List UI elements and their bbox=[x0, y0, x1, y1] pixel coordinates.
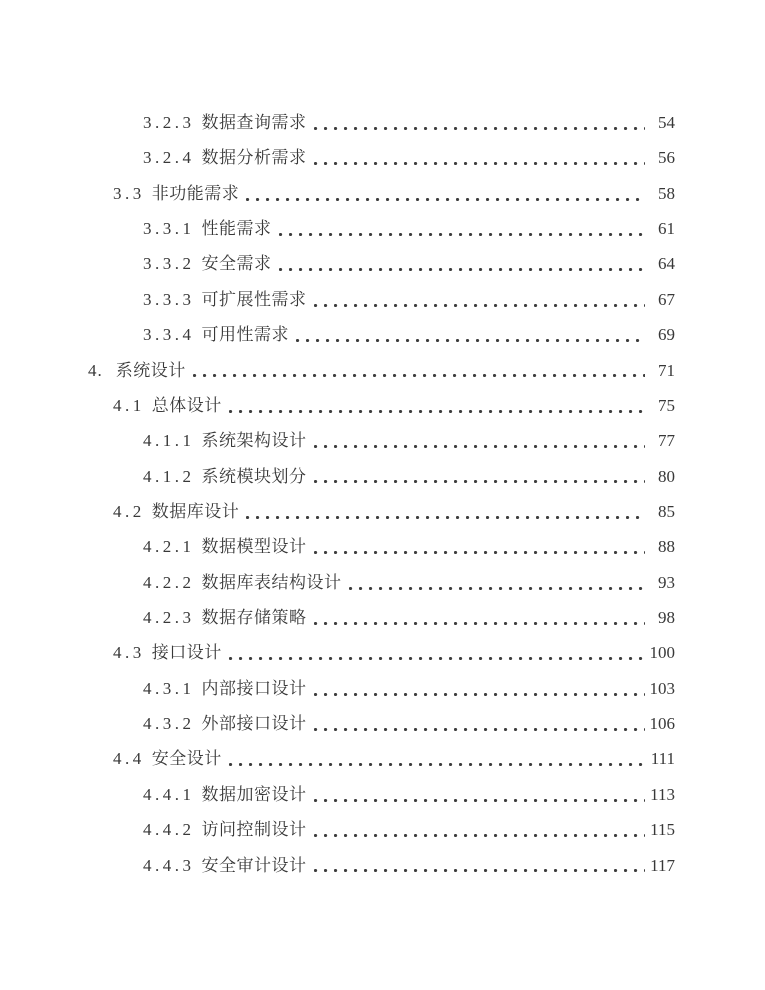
toc-entry-number: 4.2 bbox=[113, 501, 145, 521]
toc-entry-number: 3.3.4 bbox=[143, 325, 195, 345]
toc-entry[interactable] bbox=[88, 671, 675, 706]
toc-entry-title: 数据查询需求 bbox=[201, 113, 307, 132]
toc-entry-title: 安全需求 bbox=[201, 254, 272, 274]
toc-entry-number: 4.3.1 bbox=[143, 678, 195, 698]
toc-entry-number: 4.2.2 bbox=[143, 572, 195, 592]
toc-entry-title: 性能需求 bbox=[201, 219, 272, 239]
toc-entry[interactable] bbox=[88, 140, 675, 175]
toc-entry-page: 80 bbox=[658, 466, 675, 486]
toc-entry-title: 安全审计设计 bbox=[201, 855, 307, 875]
toc-entry-page: 75 bbox=[658, 395, 675, 415]
toc-entry-page: 115 bbox=[650, 820, 675, 840]
dot-leader bbox=[314, 459, 646, 494]
toc-entry-number: 3.2.3 bbox=[143, 113, 195, 132]
toc-entry[interactable] bbox=[88, 848, 675, 883]
toc-entry-page: 88 bbox=[658, 537, 675, 557]
toc-entry-page: 54 bbox=[658, 113, 675, 132]
toc-entry-title: 接口设计 bbox=[151, 643, 222, 663]
toc-entry-page: 103 bbox=[649, 678, 675, 698]
dot-leader bbox=[296, 317, 645, 352]
toc-entry-number: 4.1.2 bbox=[143, 466, 195, 486]
toc-entry[interactable] bbox=[88, 353, 675, 388]
toc-entry-title: 内部接口设计 bbox=[201, 678, 307, 698]
toc-entry-number: 3.3.1 bbox=[143, 219, 195, 239]
toc-entry-title: 系统模块划分 bbox=[201, 466, 307, 486]
toc-entry[interactable] bbox=[88, 600, 675, 635]
toc-entry-title: 非功能需求 bbox=[151, 183, 240, 203]
toc-entry-page: 106 bbox=[649, 714, 675, 734]
dot-leader bbox=[229, 635, 645, 670]
toc-entry[interactable] bbox=[88, 105, 675, 140]
toc-entry-number: 4.2.3 bbox=[143, 608, 195, 628]
toc-entry-page: 85 bbox=[658, 501, 675, 521]
toc-entry-number: 4.4.2 bbox=[143, 820, 195, 840]
dot-leader bbox=[314, 423, 646, 458]
toc-entry-page: 64 bbox=[658, 254, 675, 274]
dot-leader bbox=[314, 812, 646, 847]
toc-entry-page: 71 bbox=[658, 360, 675, 380]
toc-entry-number: 4.1 bbox=[113, 395, 145, 415]
toc-entry-number: 4.4 bbox=[113, 749, 145, 769]
toc-entry-number: 3.2.4 bbox=[143, 148, 195, 168]
toc-entry[interactable] bbox=[88, 176, 675, 211]
dot-leader bbox=[246, 494, 645, 529]
toc-entry[interactable] bbox=[88, 529, 675, 564]
toc-entry-page: 61 bbox=[658, 219, 675, 239]
toc-entry-number: 4.2.1 bbox=[143, 537, 195, 557]
toc-entry-title: 可扩展性需求 bbox=[201, 289, 307, 309]
dot-leader bbox=[314, 140, 646, 175]
dot-leader bbox=[314, 105, 646, 140]
dot-leader bbox=[314, 529, 646, 564]
toc-entry-number: 4.1.1 bbox=[143, 431, 195, 451]
toc-entry-number: 3.3.3 bbox=[143, 289, 195, 309]
toc-entry[interactable] bbox=[88, 282, 675, 317]
toc-entry[interactable] bbox=[88, 812, 675, 847]
dot-leader bbox=[229, 388, 645, 423]
dot-leader bbox=[193, 353, 645, 388]
toc-list bbox=[88, 105, 675, 883]
dot-leader bbox=[314, 282, 646, 317]
dot-leader bbox=[314, 777, 646, 812]
toc-entry[interactable] bbox=[88, 459, 675, 494]
toc-entry[interactable] bbox=[88, 706, 675, 741]
toc-entry-number: 4.3 bbox=[113, 643, 145, 663]
toc-entry[interactable] bbox=[88, 565, 675, 600]
toc-entry-page: 98 bbox=[658, 608, 675, 628]
toc-entry-page: 111 bbox=[650, 749, 675, 769]
dot-leader bbox=[229, 741, 645, 776]
toc-entry-title: 访问控制设计 bbox=[201, 820, 307, 840]
toc-entry-page: 77 bbox=[658, 431, 675, 451]
toc-entry-page: 100 bbox=[649, 643, 675, 663]
toc-entry-title: 系统设计 bbox=[115, 360, 186, 380]
toc-entry-page: 69 bbox=[658, 325, 675, 345]
dot-leader bbox=[314, 848, 646, 883]
toc-entry-number: 4. bbox=[88, 360, 103, 380]
toc-entry[interactable] bbox=[88, 777, 675, 812]
toc-entry-title: 数据库设计 bbox=[151, 501, 240, 521]
toc-entry-number: 3.3.2 bbox=[143, 254, 195, 274]
toc-entry-title: 系统架构设计 bbox=[201, 431, 307, 451]
toc-entry-title: 可用性需求 bbox=[201, 325, 289, 345]
toc-entry[interactable] bbox=[88, 317, 675, 352]
toc-entry-title: 安全设计 bbox=[151, 749, 222, 769]
toc-entry-title: 数据存储策略 bbox=[201, 608, 307, 628]
toc-entry[interactable] bbox=[88, 635, 675, 670]
toc-entry-number: 3.3 bbox=[113, 183, 145, 203]
toc-entry-page: 93 bbox=[658, 572, 675, 592]
toc-entry-page: 117 bbox=[650, 855, 675, 875]
toc-entry-page: 113 bbox=[650, 784, 675, 804]
toc-entry-title: 总体设计 bbox=[151, 395, 222, 415]
toc-entry[interactable] bbox=[88, 246, 675, 281]
dot-leader bbox=[314, 706, 646, 741]
toc-entry-number: 4.3.2 bbox=[143, 714, 195, 734]
dot-leader bbox=[279, 211, 646, 246]
dot-leader bbox=[246, 176, 645, 211]
dot-leader bbox=[314, 600, 646, 635]
dot-leader bbox=[314, 671, 646, 706]
toc-entry-page: 56 bbox=[658, 148, 675, 168]
toc-entry-title: 外部接口设计 bbox=[201, 714, 307, 734]
toc-entry-title: 数据分析需求 bbox=[201, 148, 307, 168]
dot-leader bbox=[279, 246, 646, 281]
toc-entry-title: 数据加密设计 bbox=[201, 784, 307, 804]
toc-entry[interactable] bbox=[88, 741, 675, 776]
toc-entry[interactable] bbox=[88, 494, 675, 529]
toc-entry-number: 4.4.1 bbox=[143, 784, 195, 804]
toc-entry-page: 67 bbox=[658, 289, 675, 309]
dot-leader bbox=[349, 565, 646, 600]
toc-entry[interactable] bbox=[88, 423, 675, 458]
toc-entry-title: 数据库表结构设计 bbox=[201, 572, 342, 592]
toc-entry-page: 58 bbox=[658, 183, 675, 203]
toc-entry[interactable] bbox=[88, 211, 675, 246]
toc-entry-title: 数据模型设计 bbox=[201, 537, 307, 557]
toc-entry[interactable] bbox=[88, 388, 675, 423]
toc-entry-number: 4.4.3 bbox=[143, 855, 195, 875]
